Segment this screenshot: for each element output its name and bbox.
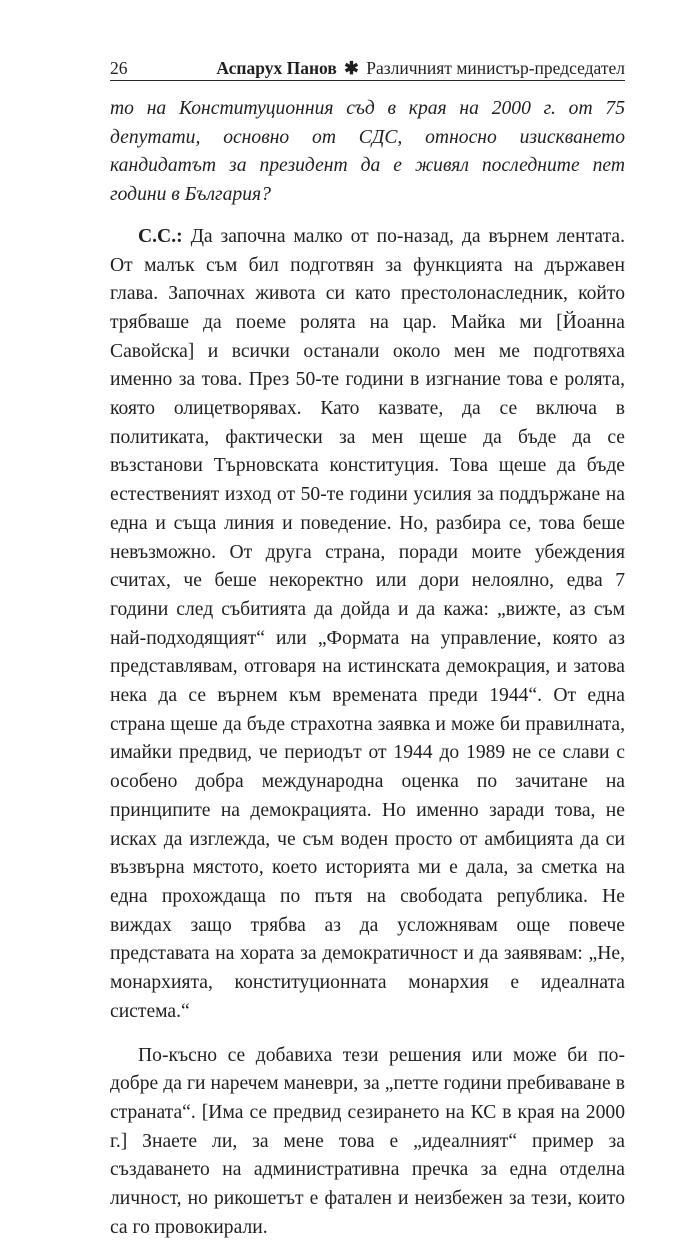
body-text: [110, 95, 625, 1242]
asterisk-separator-icon: ✱: [344, 56, 359, 80]
question-paragraph: то на Конституционния съд в края на 2000 г. от 75 депутати, основно от СДС, относно изискването кандидатът за президент да е живял последните пет години в България?: [110, 95, 625, 210]
header-author: Аспарух Панов: [216, 58, 336, 78]
speaker-label: С.С.:: [138, 226, 183, 247]
page-number: 26: [110, 56, 128, 80]
book-page: [110, 0, 625, 1075]
answer-text: Да започна малко от по-назад, да върнем лентата. От малък съм бил подготвян за функцията на държавен глава. Започнах живота си като престолонаследник, който трябваше да поеме ролята на цар. Майка ми [Йоанна Савойска] и всички останали около мен ме подготвяха именно за това. През 50-те години в изгнание това е ролята, която олицетворявах. Като казвате, да се включа в политиката, фактически за мен щеше да бъде да се възстанови Търновската конституция. Това щеше да бъде естественият изход от 50-те години усилия за поддържане на една и съща линия и поведение. Но, разбира се, това беше невъзможно. От друга страна, поради моите убеждения считах, че беше некоректно или дори нелоялно, едва 7 години след събитията да дойда и да кажа: „вижте, аз съм най-подходящият“ или „Формата на управление, която аз представлявам, отговаря на истинската демокрация, и затова нека да се върнем към времената преди 1944“. От една страна щеше да бъде страхотна заявка и може би правилната, имайки предвид, че периодът от 1944 до 1989 не се слави с особено добра международна оценка по зачитане на принципите на демокрацията. Но именно заради това, не исках да изглежда, че съм воден просто от амбицията да си възвърна мястото, което историята ми е дала, за сметка на една прохождаща по пътя на свободата република. Не виждах защо трябва аз да усложнявам още повече представата на хората за демократичност и да заявявам: „Не, монархията, конституционната монархия е идеалната система.“: [110, 226, 625, 1022]
header-book-title: Различният министър-председател: [366, 58, 625, 78]
header-title-group: [216, 56, 625, 80]
running-header: [110, 56, 625, 81]
second-paragraph: По-късно се добавиха тези решения или може би по-добре да ги наречем маневри, за „петте години пребиваване в страната“. [Има се предвид сезирането на КС в края на 2000 г.] Знаете ли, за мене това е „идеалният“ пример за създаването на административна пречка за една отделна личност, но рикошетът е фатален и неизбежен за тези, които са го провокирали.: [110, 1042, 625, 1242]
answer-paragraph: [110, 223, 625, 1027]
